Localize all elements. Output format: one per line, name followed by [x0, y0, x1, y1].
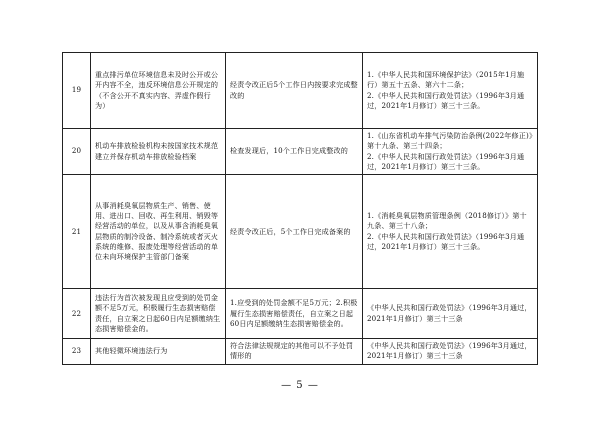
penalty-exemption-table [62, 52, 538, 365]
legal-basis-item: 2.《中华人民共和国行政处罚法》（1996年3月通过，2021年1月修订）第三十三条。 [367, 90, 525, 110]
row-number: 22 [63, 289, 91, 339]
table-row [63, 175, 538, 289]
legal-basis-item: 2.《中华人民共和国行政处罚法》（1996年3月通过，2021年1月修订）第三十三条。 [367, 151, 525, 171]
legal-basis-cell [363, 339, 538, 365]
condition-cell: 经责令改正后5个工作日内按要求完成整改的 [226, 53, 363, 129]
violation-cell: 其他轻微环境违法行为 [91, 339, 226, 365]
condition-cell: 检查发现后，10个工作日完成整改的 [226, 129, 363, 175]
legal-basis-item: 2.《中华人民共和国行政处罚法》（1996年3月通过，2021年1月修订）第三十三条。 [367, 231, 525, 251]
violation-cell: 从事消耗臭氧层物质生产、销售、使用、进出口、回收、再生利用、销毁等经营活动的单位，以及从事含消耗臭氧层物质的制冷设备、制冷系统或者灭火系统的维修、报废处理等经营活动的单位未向环境保护主管部门备案 [91, 175, 226, 289]
legal-basis-item: 1.《山东省机动车排气污染防治条例(2022年修正)》第十九条、第三十四条； [367, 131, 533, 151]
table-row [63, 129, 538, 175]
row-number: 23 [63, 339, 91, 365]
violation-cell: 重点排污单位环境信息未及时公开或公开内容不全，违反环境信息公开规定的（不含公开不真实内容、弄虚作假行为） [91, 53, 226, 129]
page-number: — 5 — [281, 380, 319, 391]
legal-basis-cell [363, 175, 538, 289]
condition-cell: 经责令改正后，5个工作日完成备案的 [226, 175, 363, 289]
table-row [63, 339, 538, 365]
condition-cell: 1.应受到的处罚金额不足5万元；2.积极履行生态损害赔偿责任，自立案之日起60日内足额缴纳生态损害赔偿金的。 [226, 289, 363, 339]
legal-basis-item: 1.《中华人民共和国环境保护法》（2015年1月施行）第五十五条、第六十二条； [367, 69, 525, 90]
condition-cell: 符合法律法规规定的其他可以不予处罚情形的 [226, 339, 363, 365]
table-row [63, 289, 538, 339]
row-number: 20 [63, 129, 91, 175]
legal-basis-cell [363, 289, 538, 339]
row-number: 21 [63, 175, 91, 289]
legal-basis-cell [363, 129, 538, 175]
table-row [63, 53, 538, 129]
violation-cell: 违法行为首次被发现且应受到的处罚金额不足5万元，积极履行生态损害赔偿责任，自立案之日起60日内足额缴纳生态损害赔偿金的。 [91, 289, 226, 339]
violation-cell: 机动车排放检验机构未按国家技术规范建立并保存机动车排放检验档案 [91, 129, 226, 175]
row-number: 19 [63, 53, 91, 129]
legal-basis-item: 1.《消耗臭氧层物质管理条例（2018修订）》第十九条、第三十八条； [367, 211, 527, 231]
legal-basis-cell [363, 53, 538, 129]
legal-basis-item: 《中华人民共和国行政处罚法》（1996年3月通过，2021年1月修订）第三十三条 [367, 341, 532, 361]
legal-basis-item: 《中华人民共和国行政处罚法》（1996年3月通过，2021年1月修订）第三十三条 [367, 303, 532, 323]
